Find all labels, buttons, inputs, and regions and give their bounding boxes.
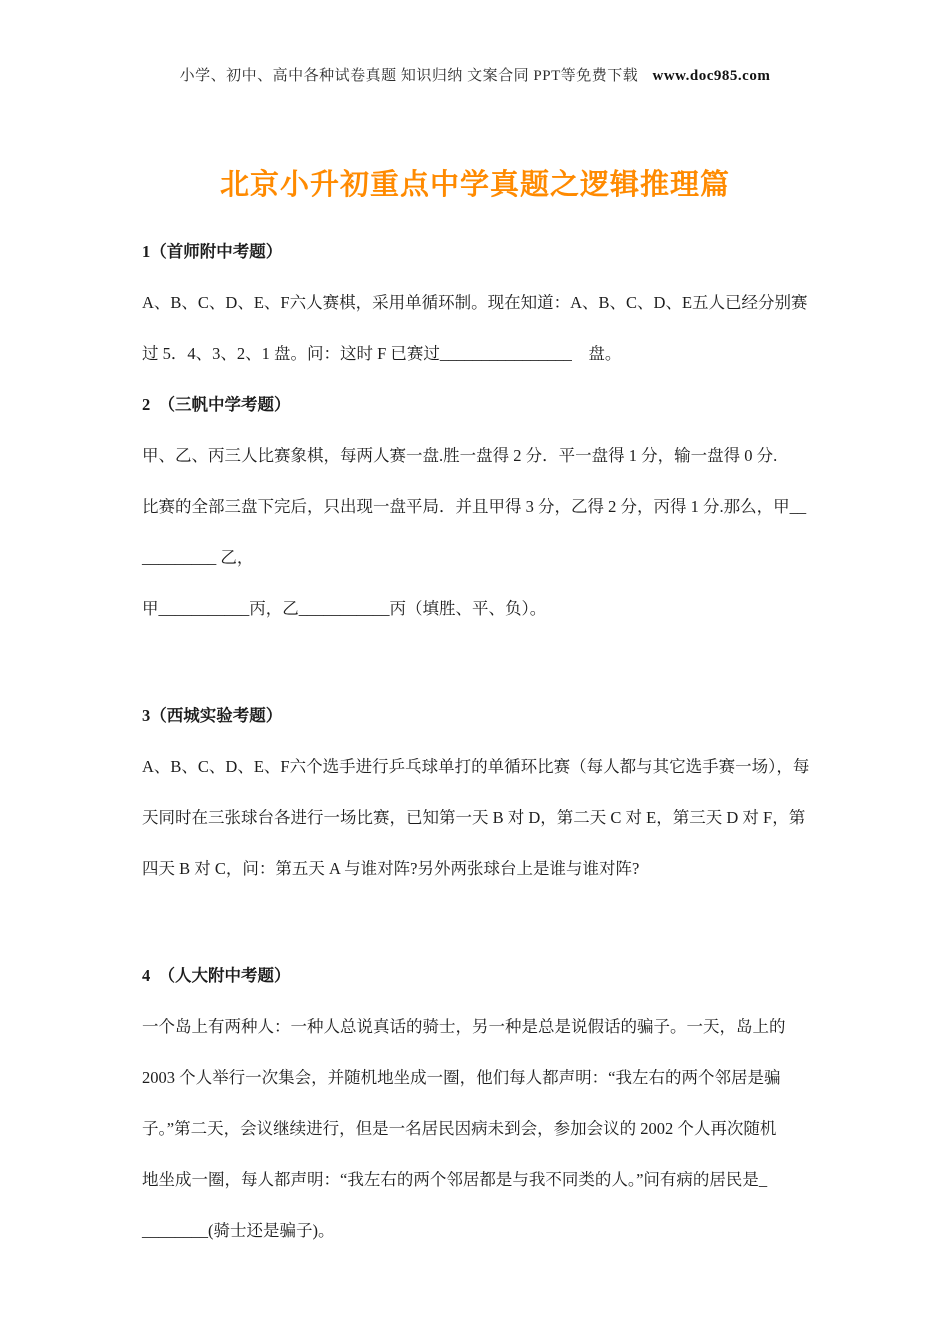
question-1 [142, 226, 832, 379]
question-4-line-1: 一个岛上有两种人：一种人总说真话的骑士，另一种是总是说假话的骗子。一天，岛上的 [142, 1017, 786, 1036]
question-3-heading: 3（西城实验考题） [142, 706, 283, 725]
question-3 [142, 690, 832, 894]
question-3-line-1: A、B、C、D、E、F六个选手进行乒乓球单打的单循环比赛（每人都与其它选手赛一场），每 [142, 757, 810, 776]
question-3-line-3: 四天 B 对 C，问：第五天 A 与谁对阵?另外两张球台上是谁与谁对阵? [142, 859, 640, 878]
site-link[interactable]: www.doc985.com [652, 68, 771, 84]
question-2-heading: 2 （三帆中学考题） [142, 395, 291, 414]
question-4-heading: 4 （人大附中考题） [142, 966, 291, 985]
question-1-line-1: A、B、C、D、E、F六人赛棋，采用单循环制。现在知道：A、B、C、D、E五人已经分别赛 [142, 293, 808, 312]
question-1-heading: 1（首师附中考题） [142, 242, 283, 261]
document-header [0, 64, 950, 85]
question-3-line-2: 天同时在三张球台各进行一场比赛，已知第一天 B 对 D，第二天 C 对 E，第三天 D 对 F，第 [142, 808, 806, 827]
question-2-line-2: 比赛的全部三盘下完后，只出现一盘平局．并且甲得 3 分，乙得 2 分，丙得 1 分.那么，甲__ [142, 497, 807, 516]
question-4-line-4: 地坐成一圈，每人都声明：“我左右的两个邻居都是与我不同类的人。”问有病的居民是_ [142, 1170, 768, 1189]
question-4-line-2: 2003 个人举行一次集会，并随机地坐成一圈，他们每人都声明：“我左右的两个邻居是骗 [142, 1068, 781, 1087]
question-2 [142, 379, 832, 634]
question-1-line-2: 过 5．4、3、2、1 盘。问：这时 F 已赛过________________ 盘。 [142, 344, 622, 363]
header-promo-text: 小学、初中、高中各种试卷真题 知识归纳 文案合同 PPT等免费下载 [179, 68, 639, 84]
document-title: 北京小升初重点中学真题之逻辑推理篇 [219, 169, 730, 201]
question-2-line-3: _________ 乙， [142, 548, 254, 567]
question-2-line-1: 甲、乙、丙三人比赛象棋，每两人赛一盘.胜一盘得 2 分．平一盘得 1 分，输一盘得 0 分. [142, 446, 778, 465]
question-4-line-5: ________(骑士还是骗子)。 [142, 1221, 335, 1240]
question-2-line-4: 甲___________丙，乙___________丙（填胜、平、负）。 [142, 599, 547, 618]
document-body [142, 226, 832, 1256]
question-4-line-3: 子。”第二天，会议继续进行，但是一名居民因病未到会，参加会议的 2002 个人再次随机 [142, 1119, 777, 1138]
question-4 [142, 950, 832, 1256]
